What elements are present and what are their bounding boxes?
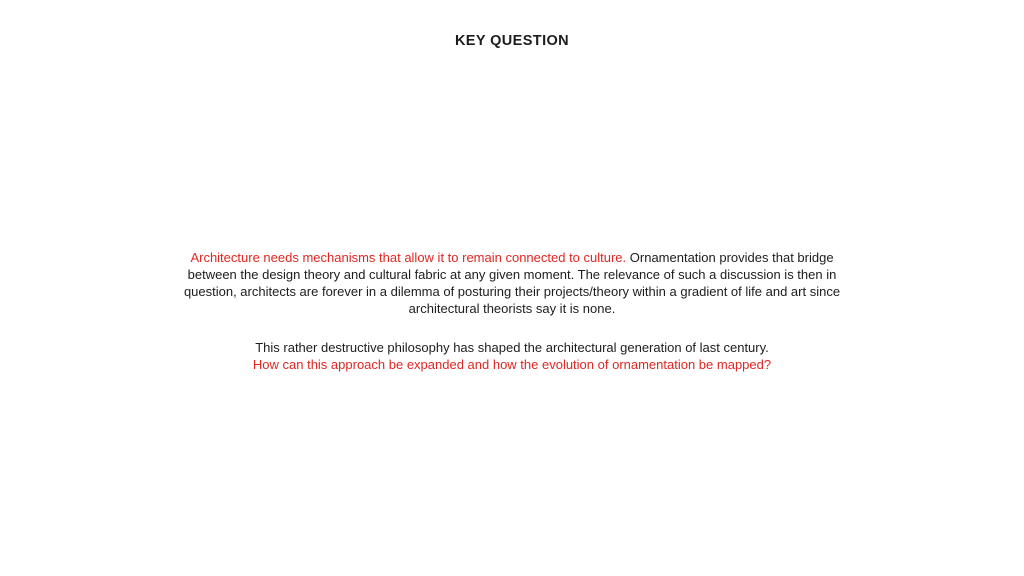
paragraph-intro-black-sentences: Ornamentation provides that bridge between the design theory and cultural fabric at any given moment. The relevance of such a discussion is then in question, architects are forever in a dilemma of posturing their projects/theory within a gradient of life and art since architectural theorists say it is none. [183, 250, 841, 316]
paragraph-question-black-line: This rather destructive philosophy has shaped the architectural generation of last century. [255, 340, 769, 355]
key-question-text-block [176, 249, 848, 373]
paragraph-question-red-line: How can this approach be expanded and how the evolution of ornamentation be mapped? [252, 357, 772, 372]
paragraph-intro [176, 249, 848, 317]
paragraph-question [176, 339, 848, 373]
paragraph-intro-red-sentence: Architecture needs mechanisms that allow it to remain connected to culture. [190, 250, 627, 265]
page-title: KEY QUESTION [454, 33, 570, 49]
